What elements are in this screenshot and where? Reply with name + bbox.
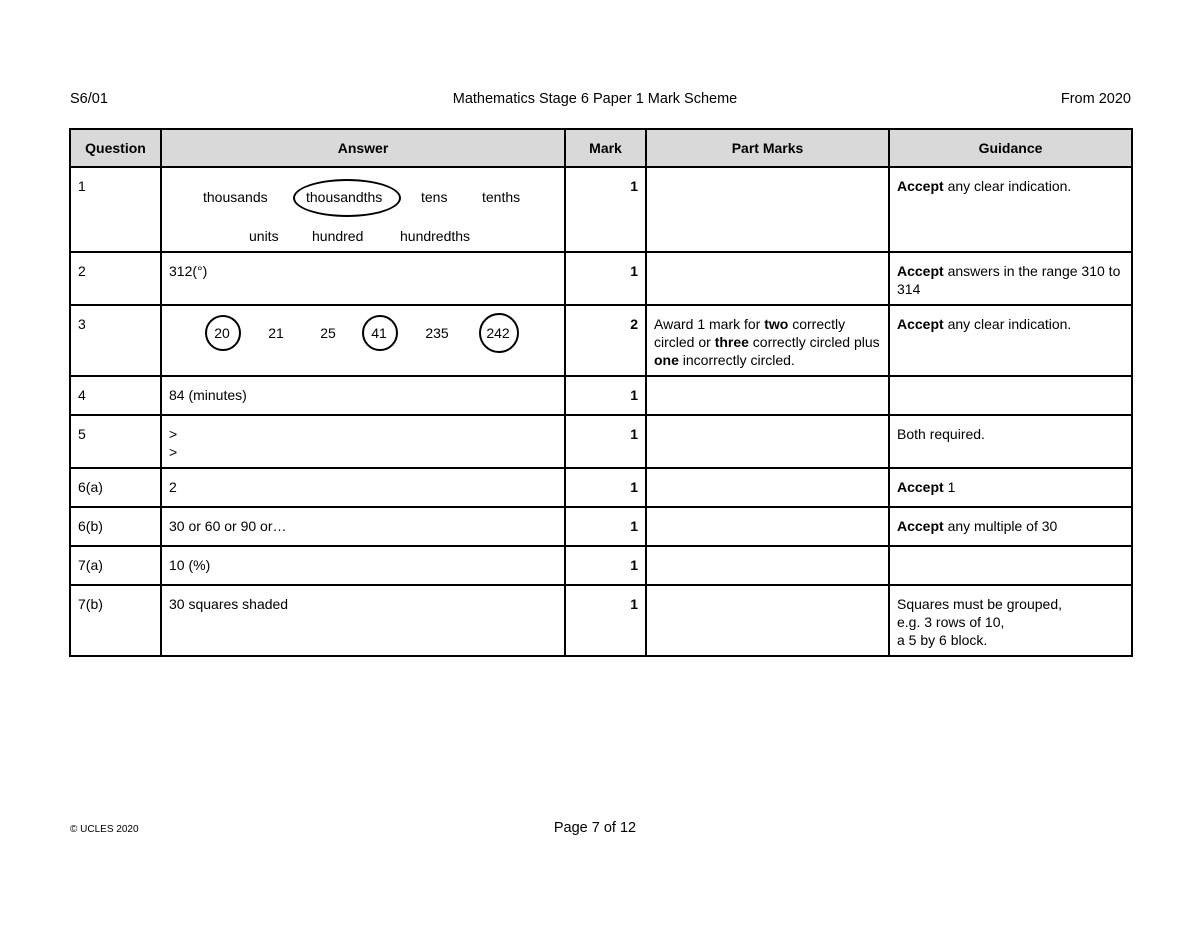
footer-page-number: Page 7 of 12 — [553, 820, 637, 836]
mark-scheme-table — [69, 128, 1133, 657]
part-marks-text: incorrectly circled. — [678, 352, 795, 368]
mark-value: 1 — [565, 252, 646, 305]
part-marks-text: Award 1 mark for — [654, 316, 765, 332]
table-row — [70, 167, 1132, 252]
part-marks-cell — [646, 415, 889, 468]
table-row — [70, 507, 1132, 546]
table-row — [70, 468, 1132, 507]
guidance-line: e.g. 3 rows of 10, — [897, 614, 1005, 630]
table-row — [70, 415, 1132, 468]
question-number: 7(b) — [70, 585, 161, 656]
guidance-text: any clear indication. — [943, 178, 1072, 194]
number-option: 25 — [320, 325, 336, 341]
mark-value: 2 — [565, 305, 646, 376]
table-row — [70, 376, 1132, 415]
guidance-cell — [889, 468, 1132, 507]
mark-value: 1 — [565, 585, 646, 656]
answer-cell — [161, 305, 565, 376]
number-option-circled: 41 — [371, 325, 387, 341]
col-header-mark: Mark — [565, 129, 646, 167]
part-marks-bold: one — [654, 352, 679, 368]
col-header-guidance: Guidance — [889, 129, 1132, 167]
word-option: hundred — [312, 228, 364, 244]
word-option: tenths — [482, 189, 521, 205]
part-marks-cell — [646, 507, 889, 546]
mark-value: 1 — [565, 468, 646, 507]
guidance-accept: Accept — [897, 518, 944, 534]
guidance-accept: Accept — [897, 263, 944, 279]
guidance-line: Squares must be grouped, — [897, 596, 1062, 612]
mark-value: 1 — [565, 167, 646, 252]
part-marks-bold: three — [714, 334, 749, 350]
answer-cell: 10 (%) — [161, 546, 565, 585]
part-marks-cell — [646, 252, 889, 305]
guidance-line: a 5 by 6 block. — [897, 632, 988, 648]
word-option: thousands — [203, 189, 268, 205]
guidance-accept: Accept — [897, 178, 944, 194]
answer-cell — [161, 415, 565, 468]
guidance-cell — [889, 585, 1132, 656]
col-header-answer: Answer — [161, 129, 565, 167]
part-marks-cell — [646, 468, 889, 507]
part-marks-bold: two — [764, 316, 789, 332]
guidance-cell — [889, 376, 1132, 415]
table-row — [70, 585, 1132, 656]
number-option: 235 — [425, 325, 449, 341]
guidance-cell — [889, 305, 1132, 376]
word-option: hundredths — [400, 228, 471, 244]
guidance-cell — [889, 167, 1132, 252]
table-row — [70, 252, 1132, 305]
guidance-cell — [889, 546, 1132, 585]
word-option: units — [249, 228, 279, 244]
answer-cell: 30 or 60 or 90 or… — [161, 507, 565, 546]
word-option: tens — [421, 189, 448, 205]
guidance-text: answers in the range 310 to 314 — [897, 263, 1121, 297]
answer-cell: 312(°) — [161, 252, 565, 305]
mark-value: 1 — [565, 507, 646, 546]
col-header-part-marks: Part Marks — [646, 129, 889, 167]
question-number: 7(a) — [70, 546, 161, 585]
guidance-text: any multiple of 30 — [943, 518, 1058, 534]
table-row — [70, 546, 1132, 585]
question-number: 1 — [70, 167, 161, 252]
number-option-circled: 20 — [214, 325, 230, 341]
header-title: Mathematics Stage 6 Paper 1 Mark Scheme — [452, 91, 738, 107]
answer-line: > — [169, 426, 178, 442]
guidance-cell — [889, 252, 1132, 305]
guidance-text: 1 — [943, 479, 956, 495]
question-number: 4 — [70, 376, 161, 415]
part-marks-cell — [646, 167, 889, 252]
mark-value: 1 — [565, 546, 646, 585]
part-marks-text: correctly circled plus — [748, 334, 880, 350]
col-header-question: Question — [70, 129, 161, 167]
guidance-cell: Both required. — [889, 415, 1132, 468]
answer-cell — [161, 167, 565, 252]
footer-copyright: © UCLES 2020 — [70, 824, 139, 835]
header-date: From 2020 — [1060, 91, 1131, 107]
question-number: 6(a) — [70, 468, 161, 507]
question-number: 5 — [70, 415, 161, 468]
table-header-row — [70, 129, 1132, 167]
word-option-circled: thousandths — [306, 189, 383, 205]
number-option-circled: 242 — [486, 325, 510, 341]
part-marks-cell — [646, 305, 889, 376]
answer-cell: 84 (minutes) — [161, 376, 565, 415]
header-code: S6/01 — [70, 91, 108, 107]
number-options — [162, 315, 564, 363]
part-marks-cell — [646, 376, 889, 415]
answer-line: > — [169, 444, 178, 460]
question-number: 6(b) — [70, 507, 161, 546]
part-marks-cell — [646, 585, 889, 656]
part-marks-text: correctly circled or — [654, 316, 846, 350]
guidance-text: any clear indication. — [943, 316, 1072, 332]
part-marks-cell — [646, 546, 889, 585]
mark-value: 1 — [565, 415, 646, 468]
question-number: 3 — [70, 305, 161, 376]
answer-cell: 30 squares shaded — [161, 585, 565, 656]
question-number: 2 — [70, 252, 161, 305]
guidance-cell — [889, 507, 1132, 546]
guidance-accept: Accept — [897, 479, 944, 495]
number-option: 21 — [268, 325, 284, 341]
table-row — [70, 305, 1132, 376]
answer-cell: 2 — [161, 468, 565, 507]
word-options — [162, 168, 564, 244]
mark-value: 1 — [565, 376, 646, 415]
guidance-accept: Accept — [897, 316, 944, 332]
